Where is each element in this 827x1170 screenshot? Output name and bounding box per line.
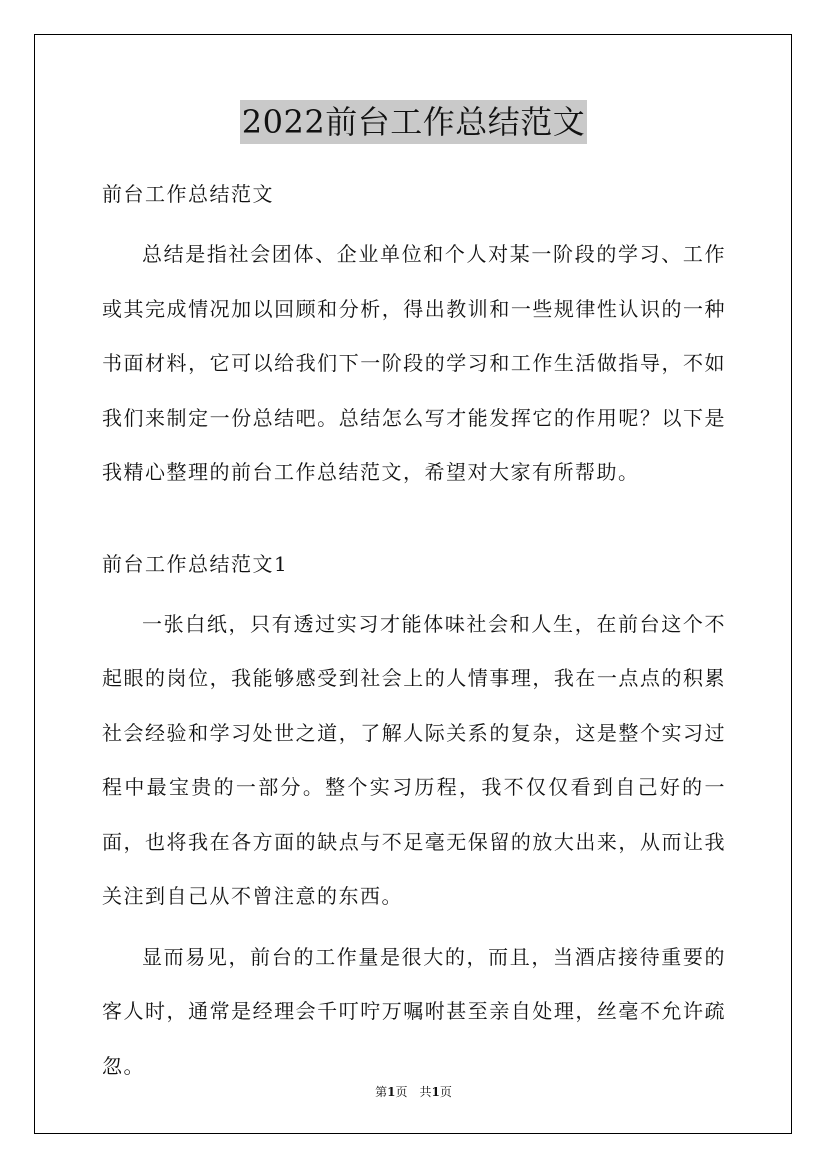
document-title: 2022前台工作总结范文 xyxy=(240,100,587,144)
page-suffix: 页 xyxy=(439,1085,452,1099)
body-paragraph-2: 显而易见，前台的工作量是很大的，而且，当酒店接待重要的客人时，通常是经理会千叮咛万嘱咐甚至亲自处理，丝毫不允许疏忽。 xyxy=(102,944,726,1078)
body-paragraph-1: 一张白纸，只有透过实习才能体味社会和人生，在前台这个不起眼的岗位，我能够感受到社会上的人情事理，我在一点点的积累社会经验和学习处世之道，了解人际关系的复杂，这是整个实习过程中最宝贵的一部分。整个实习历程，我不仅仅看到自己好的一面，也将我在各方面的缺点与不足毫无保留的放大出来，从而让我关注到自己从不曾注意的东西。 xyxy=(102,611,726,908)
page-total: 1 xyxy=(431,1085,440,1099)
section-heading: 前台工作总结范文 xyxy=(102,182,274,206)
page-footer xyxy=(0,1084,827,1100)
section-heading-1: 前台工作总结范文1 xyxy=(102,551,289,576)
page-mid: 页 共 xyxy=(395,1085,432,1099)
page-current: 1 xyxy=(387,1085,396,1099)
page-prefix: 第 xyxy=(375,1085,388,1099)
intro-paragraph: 总结是指社会团体、企业单位和个人对某一阶段的学习、工作或其完成情况加以回顾和分析，得出教训和一些规律性认识的一种书面材料，它可以给我们下一阶段的学习和工作生活做指导，不如我们来制定一份总结吧。总结怎么写才能发挥它的作用呢？以下是我精心整理的前台工作总结范文，希望对大家有所帮助。 xyxy=(102,242,726,484)
document-title-wrapper xyxy=(0,100,827,144)
document-body xyxy=(102,178,726,1093)
